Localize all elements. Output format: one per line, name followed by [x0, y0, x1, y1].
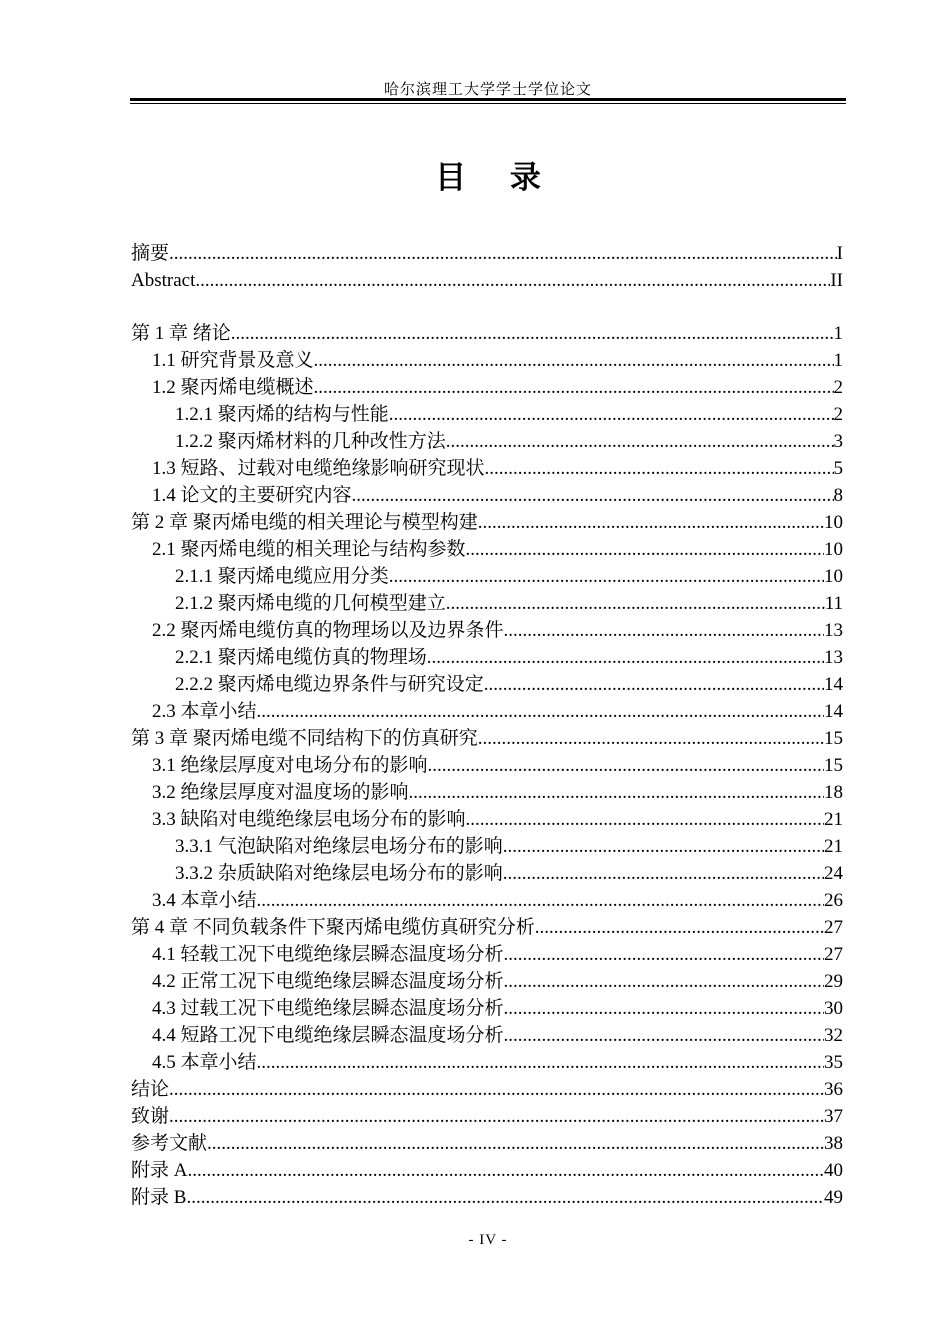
- toc-leader-dots: [352, 482, 834, 509]
- toc-entry-title: 第 3 章 聚丙烯电缆不同结构下的仿真研究: [131, 728, 478, 749]
- toc-leader-dots: [314, 374, 834, 401]
- toc-entry-abstract-en[interactable]: [131, 267, 843, 294]
- toc-leader-dots: [466, 536, 824, 563]
- toc-entry-page: 8: [833, 485, 843, 506]
- toc-entry[interactable]: [131, 752, 843, 779]
- toc-leader-dots: [428, 752, 824, 779]
- toc-entry[interactable]: [131, 428, 843, 455]
- toc-entry-title: 4.2 正常工况下电缆绝缘层瞬态温度场分析: [152, 971, 504, 992]
- toc-entry[interactable]: [131, 833, 843, 860]
- toc-leader-dots: [187, 1157, 824, 1184]
- toc-entry-title: 2.2.2 聚丙烯电缆边界条件与研究设定: [175, 674, 484, 695]
- toc-leader-dots: [257, 887, 824, 914]
- toc-entry[interactable]: [131, 887, 843, 914]
- toc-entry-page: 27: [824, 917, 843, 938]
- toc-entry[interactable]: [131, 968, 843, 995]
- toc-leader-dots: [389, 401, 834, 428]
- toc-leader-dots: [446, 590, 825, 617]
- toc-leader-dots: [503, 860, 824, 887]
- toc-entries: [131, 320, 843, 1211]
- toc-entry[interactable]: [131, 1184, 843, 1211]
- toc-entry-title: 第 1 章 绪论: [131, 323, 231, 344]
- toc-entry[interactable]: [131, 644, 843, 671]
- toc-entry[interactable]: [131, 482, 843, 509]
- toc-leader-dots: [389, 563, 824, 590]
- toc-entry-page: 14: [824, 701, 843, 722]
- toc-leader-dots: [446, 428, 834, 455]
- toc-entry-title: 2.1.1 聚丙烯电缆应用分类: [175, 566, 389, 587]
- toc-entry-page: 13: [824, 620, 843, 641]
- toc-leader-dots: [314, 347, 834, 374]
- toc-leader-dots: [504, 968, 824, 995]
- toc-leader-dots: [504, 1022, 824, 1049]
- toc-entry-page: 3: [833, 431, 843, 452]
- toc-leader-dots: [503, 833, 824, 860]
- toc-entry[interactable]: [131, 617, 843, 644]
- toc-entry-title: 第 2 章 聚丙烯电缆的相关理论与模型构建: [131, 512, 478, 533]
- toc-entry[interactable]: [131, 1130, 843, 1157]
- toc-entry-page: 27: [824, 944, 843, 965]
- toc-entry-page: 38: [824, 1133, 843, 1154]
- toc-entry-page: 24: [824, 863, 843, 884]
- toc-leader-dots: [169, 240, 837, 267]
- toc-entry-page: 26: [824, 890, 843, 911]
- toc-entry[interactable]: [131, 374, 843, 401]
- toc-entry-title: 附录 B: [131, 1187, 187, 1208]
- toc-entry-page: I: [836, 243, 843, 264]
- toc-entry-title: 4.3 过载工况下电缆绝缘层瞬态温度场分析: [152, 998, 504, 1019]
- toc-spacer: [131, 294, 843, 320]
- header-rule-thin: [130, 103, 846, 104]
- toc-entry[interactable]: [131, 455, 843, 482]
- page-title: 目 录: [435, 160, 559, 195]
- page-number: - IV -: [468, 1232, 508, 1248]
- toc-leader-dots: [169, 1076, 824, 1103]
- toc-entry-title: 4.4 短路工况下电缆绝缘层瞬态温度场分析: [152, 1025, 504, 1046]
- toc-entry-title: 1.2 聚丙烯电缆概述: [152, 377, 314, 398]
- toc-entry[interactable]: [131, 401, 843, 428]
- toc-leader-dots: [257, 698, 824, 725]
- toc-entry-title: Abstract: [131, 270, 196, 291]
- toc-entry[interactable]: [131, 1103, 843, 1130]
- toc-entry-title: 2.1.2 聚丙烯电缆的几何模型建立: [175, 593, 446, 614]
- header-rule-thick: [130, 98, 846, 101]
- toc-leader-dots: [409, 779, 824, 806]
- toc-entry[interactable]: [131, 1049, 843, 1076]
- toc-entry-title: 1.4 论文的主要研究内容: [152, 485, 352, 506]
- toc-entry-page: 30: [824, 998, 843, 1019]
- toc-leader-dots: [504, 995, 824, 1022]
- toc-entry-title: 摘要: [131, 243, 170, 264]
- toc-entry-page: 18: [824, 782, 843, 803]
- toc-entry-page: II: [830, 270, 843, 291]
- toc-entry-page: 10: [824, 566, 843, 587]
- toc-leader-dots: [195, 267, 830, 294]
- toc-entry-title: 3.3 缺陷对电缆绝缘层电场分布的影响: [152, 809, 466, 830]
- toc-entry[interactable]: [131, 320, 843, 347]
- toc-entry-page: 15: [824, 755, 843, 776]
- toc-entry[interactable]: [131, 1157, 843, 1184]
- toc-leader-dots: [186, 1184, 824, 1211]
- toc-entry-title: 4.1 轻载工况下电缆绝缘层瞬态温度场分析: [152, 944, 504, 965]
- toc-entry[interactable]: [131, 563, 843, 590]
- toc-entry-page: 29: [824, 971, 843, 992]
- toc-entry-page: 32: [824, 1025, 843, 1046]
- toc-entry-page: 21: [824, 809, 843, 830]
- toc-leader-dots: [485, 455, 834, 482]
- toc-entry[interactable]: [131, 860, 843, 887]
- toc-entry-title: 致谢: [131, 1106, 170, 1127]
- toc-leader-dots: [484, 671, 824, 698]
- toc-entry-page: 13: [824, 647, 843, 668]
- toc-entry-page: 2: [833, 377, 843, 398]
- toc-entry-page: 11: [824, 593, 843, 614]
- toc-entry-title: 1.2.2 聚丙烯材料的几种改性方法: [175, 431, 446, 452]
- toc-entry-page: 35: [824, 1052, 843, 1073]
- toc-leader-dots: [504, 617, 824, 644]
- toc-entry-title: 1.3 短路、过载对电缆绝缘影响研究现状: [152, 458, 485, 479]
- toc-entry-title: 2.3 本章小结: [152, 701, 257, 722]
- toc-entry[interactable]: [131, 1076, 843, 1103]
- toc-leader-dots: [478, 725, 824, 752]
- toc-entry-page: 21: [824, 836, 843, 857]
- toc-entry-page: 40: [824, 1160, 843, 1181]
- toc-entry-title: 2.2 聚丙烯电缆仿真的物理场以及边界条件: [152, 620, 504, 641]
- running-header: 哈尔滨理工大学学士学位论文: [383, 82, 592, 98]
- toc-entry[interactable]: [131, 941, 843, 968]
- toc-entry-title: 2.2.1 聚丙烯电缆仿真的物理场: [175, 647, 427, 668]
- toc-entry[interactable]: [131, 779, 843, 806]
- toc-entry[interactable]: [131, 725, 843, 752]
- toc-leader-dots: [231, 320, 834, 347]
- toc-entry-title: 3.2 绝缘层厚度对温度场的影响: [152, 782, 409, 803]
- toc-entry-page: 1: [833, 350, 843, 371]
- toc-entry[interactable]: [131, 806, 843, 833]
- toc-entry-page: 37: [824, 1106, 843, 1127]
- toc-entry-title: 附录 A: [131, 1160, 188, 1181]
- toc-entry-page: 2: [833, 404, 843, 425]
- toc-entry-page: 36: [824, 1079, 843, 1100]
- toc-entry[interactable]: [131, 347, 843, 374]
- table-of-contents: [131, 240, 843, 1211]
- toc-entry-title: 1.2.1 聚丙烯的结构与性能: [175, 404, 389, 425]
- toc-leader-dots: [535, 914, 824, 941]
- toc-leader-dots: [257, 1049, 824, 1076]
- toc-leader-dots: [169, 1103, 824, 1130]
- toc-leader-dots: [478, 509, 824, 536]
- toc-entry-title: 2.1 聚丙烯电缆的相关理论与结构参数: [152, 539, 466, 560]
- toc-entry-title: 3.1 绝缘层厚度对电场分布的影响: [152, 755, 428, 776]
- toc-entry-title: 第 4 章 不同负载条件下聚丙烯电缆仿真研究分析: [131, 917, 535, 938]
- toc-entry[interactable]: [131, 698, 843, 725]
- toc-entry-page: 49: [824, 1187, 843, 1208]
- toc-leader-dots: [466, 806, 824, 833]
- toc-entry[interactable]: [131, 509, 843, 536]
- toc-entry[interactable]: [131, 671, 843, 698]
- toc-entry-title: 3.4 本章小结: [152, 890, 257, 911]
- toc-entry-page: 15: [824, 728, 843, 749]
- toc-entry[interactable]: [131, 536, 843, 563]
- toc-entry-title: 3.3.1 气泡缺陷对绝缘层电场分布的影响: [175, 836, 503, 857]
- toc-entry-page: 14: [824, 674, 843, 695]
- toc-entry-page: 10: [824, 512, 843, 533]
- toc-entry-page: 10: [824, 539, 843, 560]
- toc-entry-title: 4.5 本章小结: [152, 1052, 257, 1073]
- toc-leader-dots: [427, 644, 824, 671]
- toc-entry-title: 参考文献: [131, 1133, 208, 1154]
- toc-entry-title: 结论: [131, 1079, 170, 1100]
- toc-leader-dots: [504, 941, 824, 968]
- toc-entry-title: 1.1 研究背景及意义: [152, 350, 314, 371]
- toc-leader-dots: [207, 1130, 824, 1157]
- toc-entry[interactable]: [131, 590, 843, 617]
- toc-entry-title: 3.3.2 杂质缺陷对绝缘层电场分布的影响: [175, 863, 503, 884]
- toc-entry[interactable]: [131, 1022, 843, 1049]
- toc-entry[interactable]: [131, 995, 843, 1022]
- toc-entry-page: 1: [833, 323, 843, 344]
- toc-entry-page: 5: [833, 458, 843, 479]
- toc-entry-abstract-cn[interactable]: [131, 240, 843, 267]
- toc-entry[interactable]: [131, 914, 843, 941]
